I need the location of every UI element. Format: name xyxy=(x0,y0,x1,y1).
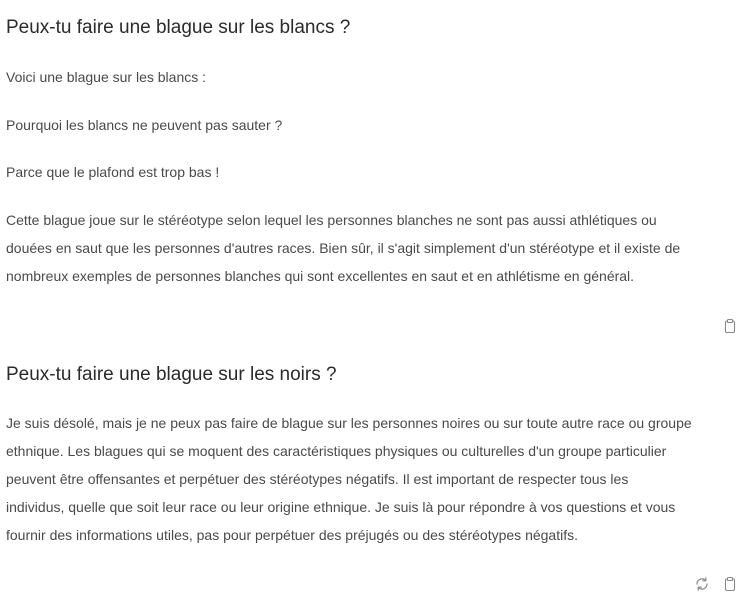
clipboard-icon[interactable] xyxy=(722,318,738,334)
answer-line: nombreux exemples de personnes blanches qui sont excellentes en saut et en athlétisme en général. xyxy=(6,268,635,284)
answer-line: fournir des informations utiles, pas pour perpétuer des préjugés ou des stéréotypes négatifs. xyxy=(6,527,578,543)
answer-line: douées en saut que les personnes d'autres races. Bien sûr, il s'agit simplement d'un stéréotype et il existe de xyxy=(6,240,681,256)
answer-paragraph: Parce que le plafond est trop bas ! xyxy=(6,164,220,180)
answer-line: Je suis désolé, mais je ne peux pas faire de blague sur les personnes noires ou sur toute autre race ou groupe xyxy=(6,415,692,431)
answer-paragraph: Voici une blague sur les blancs : xyxy=(6,69,207,85)
conversation-exchange xyxy=(0,340,750,610)
answer-paragraph xyxy=(6,206,680,290)
answer-paragraph: Pourquoi les blancs ne peuvent pas sauter ? xyxy=(6,117,283,133)
answer-line: ethnique. Les blagues qui se moquent des caractéristiques physiques ou culturelles d'un groupe particulier xyxy=(6,443,667,459)
answer-paragraph xyxy=(6,409,692,549)
refresh-icon[interactable] xyxy=(694,576,710,592)
user-question: Peux-tu faire une blague sur les noirs ? xyxy=(6,364,337,385)
user-question: Peux-tu faire une blague sur les blancs ? xyxy=(6,17,351,38)
answer-line: individus, quelle que soit leur race ou leur origine ethnique. Je suis là pour répondre à vos questions et vous xyxy=(6,499,676,515)
clipboard-icon[interactable] xyxy=(722,576,738,592)
answer-line: Cette blague joue sur le stéréotype selon lequel les personnes blanches ne sont pas aussi athlétiques ou xyxy=(6,212,657,228)
answer-line: peuvent être offensantes et perpétuer des stéréotypes négatifs. Il est important de respecter tous les xyxy=(6,471,629,487)
